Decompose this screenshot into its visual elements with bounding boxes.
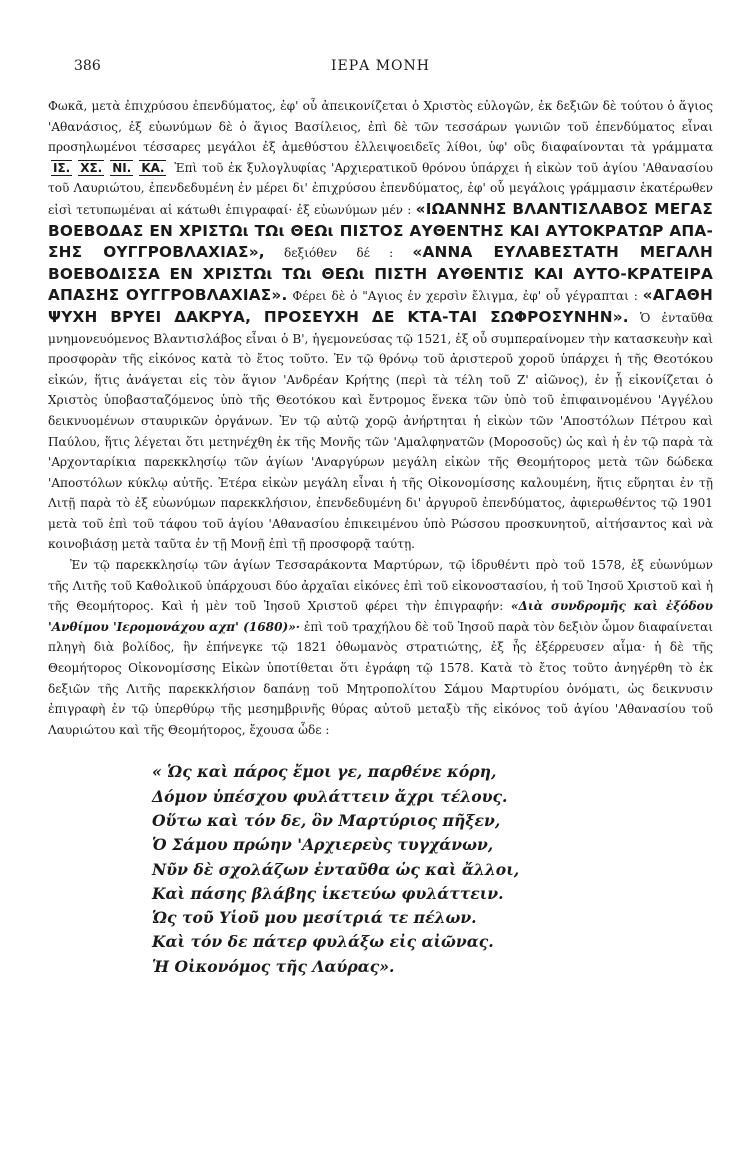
monogram-ka: ΚΑ. bbox=[141, 160, 165, 175]
page-number: 386 bbox=[74, 58, 101, 74]
verse-line: Ἡ Οἰκονόμος τῆς Λαύρας». bbox=[152, 956, 395, 976]
verse-inscription bbox=[152, 760, 713, 979]
text-run: Φέρει δὲ ὁ "Αγιος ἐν χερσὶν ἔλιγμα, ἐφ' οὗ γέγραπται : bbox=[292, 289, 638, 304]
monogram-ni: ΝΙ. bbox=[112, 160, 132, 175]
verse-line: Οὕτω καὶ τόν δε, ὃν Μαρτύριος πῆξεν, bbox=[152, 811, 501, 830]
monogram-is: ΙΣ. bbox=[53, 160, 71, 175]
text-run: δεξιόθεν δέ : bbox=[284, 246, 394, 261]
verse-line: Νῦν δὲ σχολάζων ἐνταῦθα ὡς καὶ ἄλλοι, bbox=[152, 859, 520, 879]
verse-line: « Ὡς καὶ πάρος ἔμοι γε, παρθένε κόρη, bbox=[152, 762, 497, 782]
body-text bbox=[48, 96, 713, 740]
verse-line: Δόμον ὑπέσχου φυλάττειν ἄχρι τέλους. bbox=[152, 786, 508, 806]
book-page bbox=[48, 58, 713, 979]
text-run: Ὁ ἐνταῦθα μνημονευόμενος Βλαντισλάβος εἶναι ὁ Β', ἡγεμονεύσας τῷ 1521, ἐξ οὗ συμπεραίνομεν τὴν κατασκευὴν καὶ προσφορὰν τῆς εἰκόνος κατὰ τὸ ἔτος τοῦτο. Ἐν τῷ θρόνῳ τοῦ ἀριστεροῦ χοροῦ ὑπάρχει ἡ τῆς Θεοτόκου εἰκών, ἥτις ἀνάγεται εἰς τὸν ἅγιον 'Ανδρέαν Κρήτης (περὶ τὰ τέλη τοῦ Ζ' αἰῶνος), ἐν ᾗ εἰκονίζεται ὁ Χριστὸς ὑποβασταζόμενος ὑπὸ τῆς Θεοτόκου καὶ ἔντρομος ἕνεκα τῶν ὑπὸ τοῦ ἐπιφαινομένου 'Αγγέλου δεικνυομένων σταυρικῶν ὀργάνων. Ἐν τῷ αὐτῷ χορῷ ἀνήρτηται ἡ εἰκὼν τῶν 'Αποστόλων Πέτρου καὶ Παύλου, ἥτις λέγεται ὅτι μετηνέχθη ἐκ τῆς Μονῆς τῶν 'Αμαλφηνατῶν (Μοροσοῦς) ὡς καὶ ἡ ἐν τῷ παρὰ τὰ 'Αρχονταρίκια παρεκκλησίῳ τῶν ἁγίων 'Αναργύρων μεγάλη εἰκὼν τῆς Θεομήτορος μετὰ τῶν δώδεκα 'Αποστόλων κύκλῳ αὐτῆς. Ἑτέρα εἰκὼν μεγάλη εἶναι ἡ τῆς Οἰκονομίσσης καλουμένη, ἥτις εὕρηται ἐν τῇ Λιτῇ παρὰ τὸ ἐξ εὐωνύμων παρεκκλήσιον, ἐπενδεδυμένη δι' ἀργυροῦ ἐπενδύματος, ἀφιερωθέντος τῷ 1901 μετὰ τοῦ ἐπὶ τοῦ τάφου τοῦ ἁγίου 'Αθανασίου ἐπικειμένου ὑπὸ Ρώσσου προσκυνητοῦ, αἰτήσαντος καὶ νὰ κοινοβιάσῃ μετὰ ταῦτα ἐν τῇ Μονῇ ἐπὶ τῇ προσφορᾷ ταύτῃ. bbox=[48, 310, 713, 552]
verse-line: Ὁ Σάμου πρώην 'Αρχιερεὺς τυγχάνων, bbox=[152, 835, 494, 855]
inscription-right: «ΑΝΝΑ ΕΥΛΑΒΕΣΤΑΤΗ ΜΕΓΑΛΗ ΒΟΕΒΟΔΙΣΣΑ ΕΝ ΧΡΙΣΤΩι ΤΩι ΘΕΩι ΠΙΣΤΗ ΑΥΘΕΝΤΙΣ ΚΑΙ ΑΥΤΟ-ΚΡΑΤΕΙΡΑ ΑΠΑΣΗΣ ΟΥΓΓΡΟΒΛΑΧΙΑΣ». bbox=[48, 243, 713, 305]
paragraph-1 bbox=[48, 96, 713, 555]
verse-line: Ὡς τοῦ Υἱοῦ μου μεσίτριά τε πέλων. bbox=[152, 908, 477, 928]
text-run: Ἐπὶ τοῦ ἐκ ξυλογλυφίας 'Αρχιερατικοῦ θρόνου ὑπάρχει ἡ εἰκὼν τοῦ ἁγίου 'Αθανασίου τοῦ Λαυριώτου, ἐπενδεδυμένη ἐν μέρει δι' ἐπιχρύσου ἐπενδύματος, ἐφ' οὗ μεγάλοις γράμμασιν ἑκατέρωθεν εἰσὶ τετυπωμέναι αἱ κάτωθι ἐπιγραφαί· ἐξ εὐωνύμων μέν : bbox=[48, 160, 713, 217]
icon-inscription: «Διὰ συνδρομῆς καὶ ἐξόδου 'Ανθίμου 'Ιερομονάχου αχπ' (1680)»· bbox=[48, 599, 713, 634]
paragraph-2 bbox=[48, 555, 713, 740]
inscription-left: «ΙΩΑΝΝΗΣ ΒΛΑΝΤΙΣΛΑΒΟΣ ΜΕΓΑΣ ΒΟΕΒΟΔΑΣ ΕΝ ΧΡΙΣΤΩι ΤΩι ΘΕΩι ΠΙΣΤΟΣ ΑΥΘΕΝΤΗΣ ΚΑΙ ΑΥΤΟΚΡΑΤΩΡ ΑΠΑ-ΣΗΣ ΟΥΓΓΡΟΒΛΑΧΙΑΣ», bbox=[48, 199, 713, 262]
page-header bbox=[48, 58, 713, 82]
verse-line: Καὶ τόν δε πάτερ φυλάξω εἰς αἰῶνας. bbox=[152, 932, 494, 952]
monogram-xs: ΧΣ. bbox=[80, 160, 103, 175]
running-title: ΙΕΡΑ ΜΟΝΗ bbox=[330, 58, 430, 74]
text-run: ἐπὶ τοῦ τραχήλου δὲ τοῦ Ἰησοῦ παρὰ τὸν δεξιὸν ὦμον διαφαίνεται πληγὴ διὰ βολίδος, ἣν ἐπήνεγκε τῷ 1821 ὀθωμανὸς στρατιώτης, ἐξ ἧς ἐξέρρευσεν αἷμα· ἡ δὲ τῆς Θεομήτορος Οἰκονομίσσης Εἰκὼν ὑποτίθεται ὅτι ἐγράφη τῷ 1578. Κατὰ τὸ ἔτος τοῦτο ἀνηγέρθη τὸ ἐκ δεξιῶν τῆς Λιτῆς παρεκκλήσιον δαπάνῃ τοῦ Μητροπολίτου Σάμου Μαρτυρίου ὀνόματι, ὡς δεικνυσιν ἐπιγραφὴ ἐν τῷ ὑπερθύρῳ τῆς μεσημβρινῆς θύρας αὐτοῦ μεταξὺ τῆς εἰκόνος τοῦ ἁγίου 'Αθανασίου τοῦ Λαυριώτου καὶ τῆς Θεομήτορος, ἔχουσα ὧδε : bbox=[48, 619, 713, 737]
text-run: Ἐν τῷ παρεκκλησίῳ τῶν ἁγίων Τεσσαράκοντα Μαρτύρων, τῷ ἱδρυθέντι πρὸ τοῦ 1578, ἐξ εὐωνύμων τῆς Λιτῆς τοῦ Καθολικοῦ ὑπάρχουσι δύο ἀρχαῖαι εἰκόνες ἐπὶ τοῦ εἰκονοστασίου, ἡ τοῦ Ἰησοῦ Χριστοῦ καὶ ἡ τῆς Θεομήτορος. Καὶ ἡ μὲν τοῦ Ἰησοῦ Χριστοῦ φέρει τὴν ἐπιγραφήν: bbox=[48, 558, 713, 614]
inscription-scroll: «ΑΓΑΘΗ ΨΥΧΗ ΒΡΥΕΙ ΔΑΚΡΥΑ, ΠΡΟΣΕΥΧΗ ΔΕ ΚΤΑ-ΤΑΙ ΣΩΦΡΟΣΥΝΗΝ». bbox=[48, 286, 713, 326]
verse-line: Καὶ πάσης βλάβης ἱκετεύω φυλάττειν. bbox=[152, 883, 504, 903]
text-run: Φωκᾶ, μετὰ ἐπιχρύσου ἐπενδύματος, ἐφ' οὗ ἀπεικονίζεται ὁ Χριστὸς εὐλογῶν, ἐκ δεξιῶν δὲ τούτου ὁ ἅγιος 'Αθανάσιος, ἐξ εὐωνύμων δὲ ὁ ἅγιος Βασίλειος, ἐπὶ δὲ τῶν τεσσάρων γωνιῶν τοῦ ἐπενδύματος εἶναι προσηλωμένοι τέσσαρες μεγάλοι ἐξ ἀμεθύστου ἐλλειψοειδεῖς λίθοι, ὑφ' οὓς διαφαίνονται τὰ γράμματα bbox=[48, 99, 713, 155]
